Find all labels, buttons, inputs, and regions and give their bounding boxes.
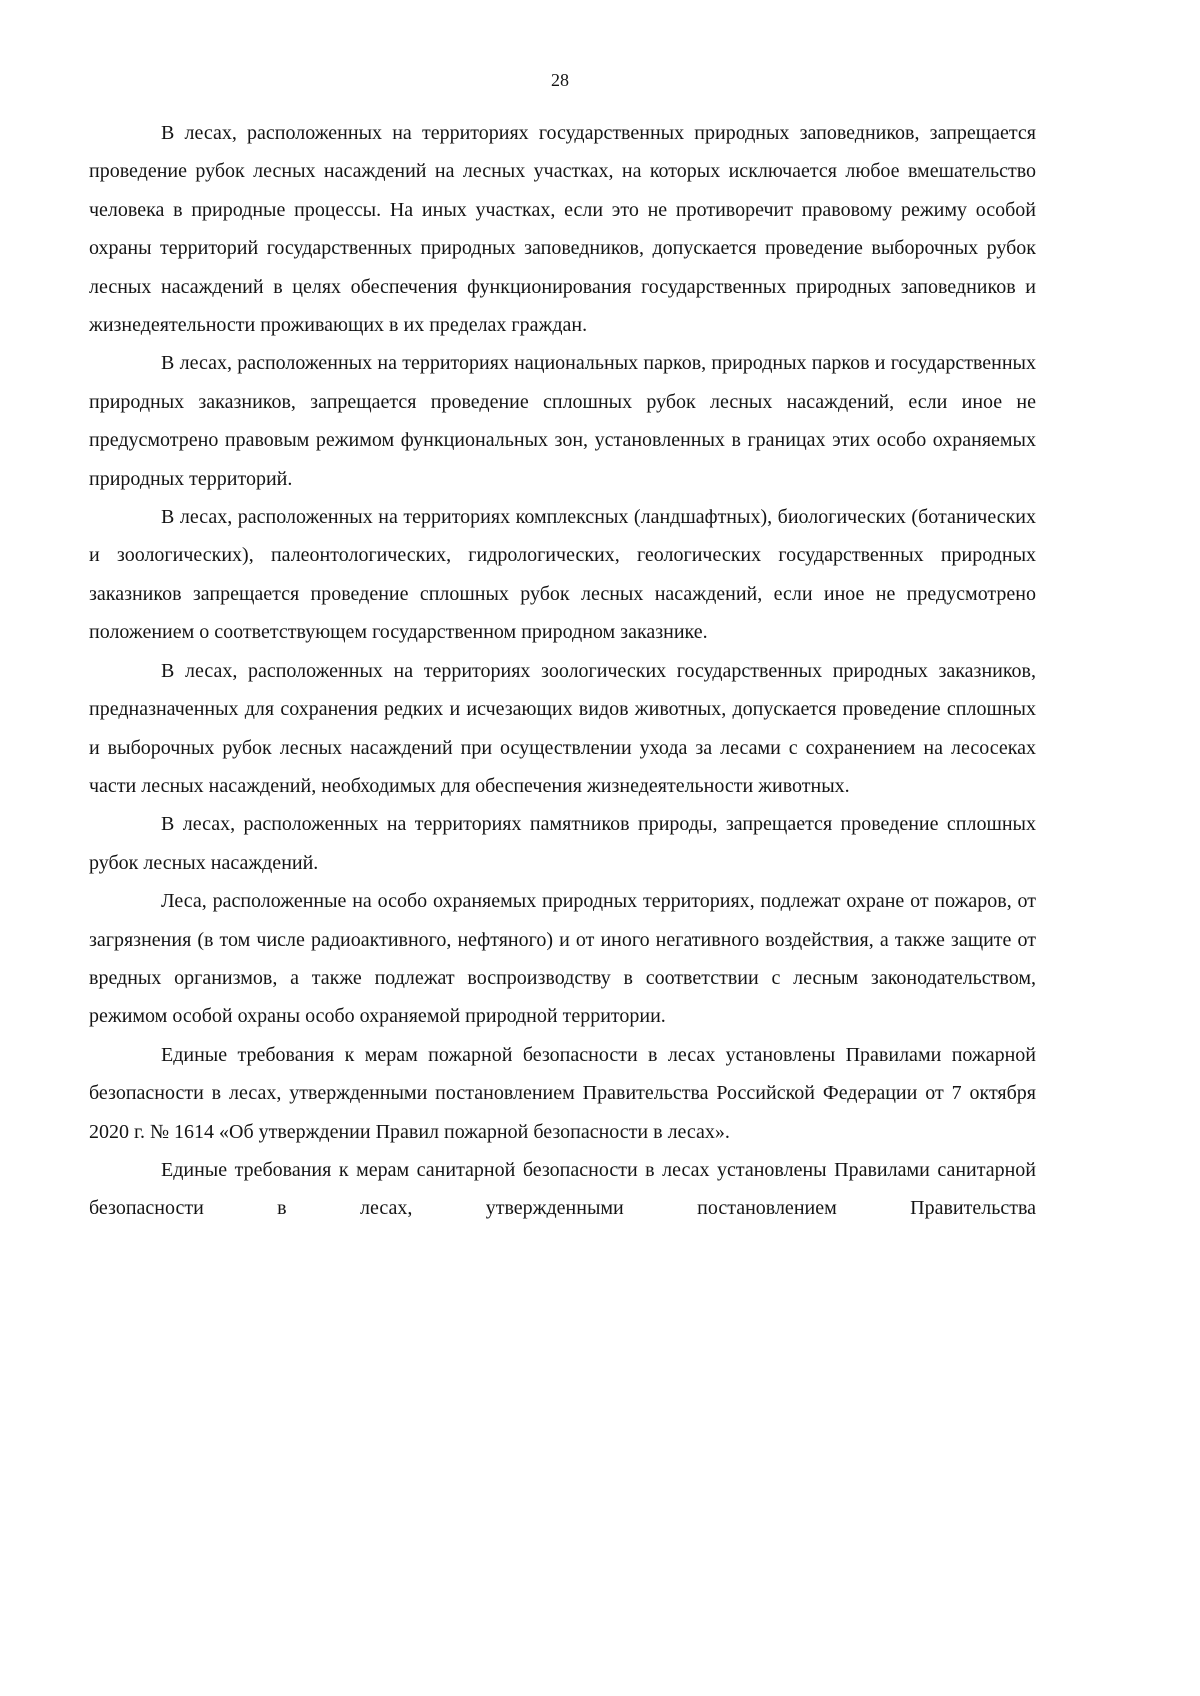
paragraph-complex-sanctuaries: В лесах, расположенных на территориях комплексных (ландшафтных), биологических (ботанических и зоологических), палеонтологических, гидрологических, геологических государственных природных заказников запрещается проведение сплошных рубок лесных насаждений, если иное не предусмотрено положением о соответствующем государственном природном заказнике.	[89, 506, 1036, 644]
paragraph-reserves: В лесах, расположенных на территориях государственных природных заповедников, запрещается проведение рубок лесных насаждений на лесных участках, на которых исключается любое вмешательство человека в природные процессы. На иных участках, если это не противоречит правовому режиму особой охраны территорий государственных природных заповедников, допускается проведение выборочных рубок лесных насаждений в целях обеспечения функционирования государственных природных заповедников и жизнедеятельности проживающих в их пределах граждан.	[89, 122, 1036, 337]
paragraph-fire-safety: Единые требования к мерам пожарной безопасности в лесах установлены Правилами пожарной безопасности в лесах, утвержденными постановлением Правительства Российской Федерации от 7 октября 2020 г. № 1614 «Об утверждении Правил пожарной безопасности в лесах».	[89, 1043, 1036, 1143]
paragraph-sanitary-safety: Единые требования к мерам санитарной безопасности в лесах установлены Правилами санитарной безопасности в лесах, утвержденными постановлением Правительства	[89, 1158, 1036, 1220]
paragraph-protection: Леса, расположенные на особо охраняемых природных территориях, подлежат охране от пожаров, от загрязнения (в том числе радиоактивного, нефтяного) и от иного негативного воздействия, а также защите от вредных организмов, а также подлежат воспроизводству в соответствии с лесным законодательством, режимом особой охраны особо охраняемой природной территории.	[89, 890, 1036, 1028]
document-body	[89, 114, 1036, 1228]
paragraph-zoological-sanctuaries: В лесах, расположенных на территориях зоологических государственных природных заказников, предназначенных для сохранения редких и исчезающих видов животных, допускается проведение сплошных и выборочных рубок лесных насаждений при осуществлении ухода за лесами с сохранением на лесосеках части лесных насаждений, необходимых для обеспечения жизнедеятельности животных.	[89, 659, 1036, 797]
page-number: 28	[551, 70, 569, 90]
paragraph-national-parks: В лесах, расположенных на территориях национальных парков, природных парков и государственных природных заказников, запрещается проведение сплошных рубок лесных насаждений, если иное не предусмотрено правовым режимом функциональных зон, установленных в границах этих особо охраняемых природных территорий.	[89, 352, 1036, 490]
paragraph-natural-monuments: В лесах, расположенных на территориях памятников природы, запрещается проведение сплошных рубок лесных насаждений.	[89, 813, 1036, 874]
